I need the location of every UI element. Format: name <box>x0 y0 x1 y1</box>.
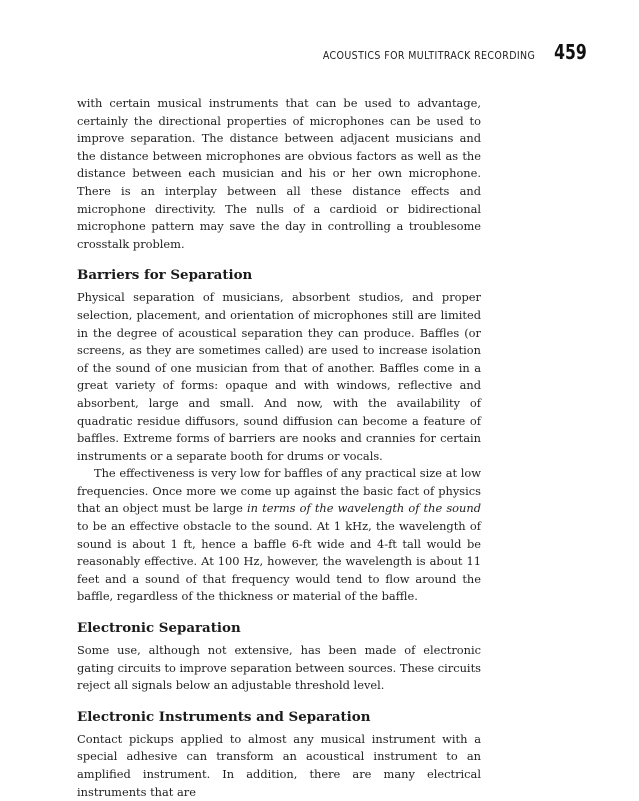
heading-electronic-separation: Electronic Separation <box>77 620 241 637</box>
text-run: to be an effective obstacle to the sound. At 1 kHz, the wavelength of sound is about 1 ft, hence a baffle 6-ft wide and 4-ft tall would be reasonably effective. At 100 Hz, however, the wavelength is about 11 feet and a sound of that frequency would tend to flow around the baffle, regardless of the thickness or material of the baffle. <box>77 519 481 604</box>
italic-emphasis: in terms of the wavelength of the sound <box>247 501 481 516</box>
running-head <box>323 40 587 64</box>
heading-electronic-instruments: Electronic Instruments and Separation <box>77 708 371 725</box>
paragraph-electronic-instruments: Contact pickups applied to almost any musical instrument with a special adhesive can transform an acoustical instrument to an amplified instrument. In addition, there are many electrical instruments that are <box>77 731 481 799</box>
page-number: 459 <box>554 40 587 64</box>
paragraph-electronic-separation: Some use, although not extensive, has been made of electronic gating circuits to improve separation between sources. These circuits reject all signals below an adjustable threshold level. <box>77 643 481 693</box>
paragraph-continued: with certain musical instruments that can be used to advantage, certainly the directional properties of microphones can be used to improve separation. The distance between adjacent musicians and the distance between microphones are obvious factors as well as the distance between each musician and his or her own microphone. There is an interplay between all these distance effects and microphone directivity. The nulls of a cardioid or bidirectional microphone pattern may save the day in controlling a troublesome crosstalk problem. <box>77 96 481 251</box>
paragraph-baffle-effectiveness <box>77 465 481 606</box>
text-run: The effectiveness is very low for baffles of any practical size at low frequencies. Once more we come up against the basic fact of physics that an object must be large <box>77 466 481 516</box>
heading-barriers-for-separation: Barriers for Separation <box>77 267 253 284</box>
paragraph-barriers: Physical separation of musicians, absorbent studios, and proper selection, placement, and orientation of microphones still are limited in the degree of acoustical separation they can produce. Baffles (or screens, as they are sometimes called) are used to increase isolation of the sound of one musician from that of another. Baffles come in a great variety of forms: opaque and with windows, reflective and absorbent, large and small. And now, with the availability of quadratic residue diffusors, sound diffusion can become a feature of baffles. Extreme forms of barriers are nooks and crannies for certain instruments or a separate booth for drums or vocals. <box>77 290 481 463</box>
page-body <box>77 95 481 801</box>
running-title: ACOUSTICS FOR MULTITRACK RECORDING <box>322 50 536 62</box>
